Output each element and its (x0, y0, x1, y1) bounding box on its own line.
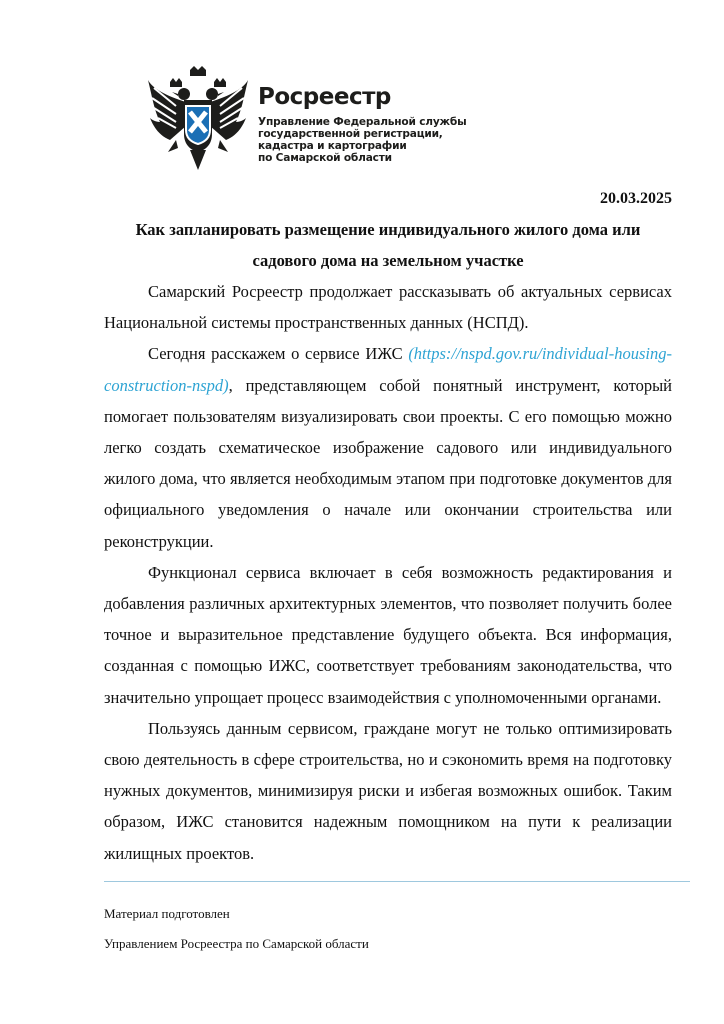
rosreestr-emblem-icon (146, 66, 250, 172)
document-date: 20.03.2025 (600, 190, 672, 207)
org-line: Управление Федеральной службы (258, 116, 467, 128)
service-link[interactable]: (https://nspd.gov.ru/individual-housing-construction-nspd) (104, 344, 672, 395)
brand-name: Росреестр (258, 84, 391, 110)
logo-block (146, 66, 476, 176)
paragraph-text: , представляющем собой понятный инструмент, который помогает пользователям визуализировать свои проекты. С его помощью можно легко создать схематическое изображение садового или индивидуального жилого дома, что является необходимым этапом при подготовке документов для официального уведомления о начале или окончании строительства или реконструкции. (104, 375, 672, 551)
paragraph: Пользуясь данным сервисом, граждане могут не только оптимизировать свою деятельность в сфере строительства, но и сэкономить время на подготовку нужных документов, минимизируя риски и избегая возможных ошибок. Таким образом, ИЖС становится надежным помощником на пути к реализации жилищных проектов. (104, 718, 672, 863)
article-body (104, 276, 672, 869)
document-title-line: Как запланировать размещение индивидуального жилого дома или (135, 220, 641, 239)
org-line: по Самарской области (258, 152, 392, 164)
org-line: кадастра и картографии (258, 140, 407, 152)
footer-line: Управлением Росреестра по Самарской области (104, 936, 369, 951)
organization-name (258, 116, 488, 164)
footer-line: Материал подготовлен (104, 906, 230, 921)
paragraph: Функционал сервиса включает в себя возможность редактирования и добавления различных архитектурных элементов, что позволяет получить более точное и выразительное представление будущего объекта. Вся информация, созданная с помощью ИЖС, соответствует требованиям законодательства, что значительно упрощает процесс взаимодействия с уполномоченными органами. (104, 562, 672, 707)
document-title-line: садового дома на земельном участке (252, 251, 524, 270)
paragraph (104, 338, 672, 556)
footer-divider (104, 881, 690, 882)
paragraph-text: Сегодня расскажем о сервисе ИЖС (148, 344, 409, 364)
paragraph: Самарский Росреестр продолжает рассказывать об актуальных сервисах Национальной системы пространственных данных (НСПД). (104, 282, 672, 333)
org-line: государственной регистрации, (258, 128, 443, 140)
